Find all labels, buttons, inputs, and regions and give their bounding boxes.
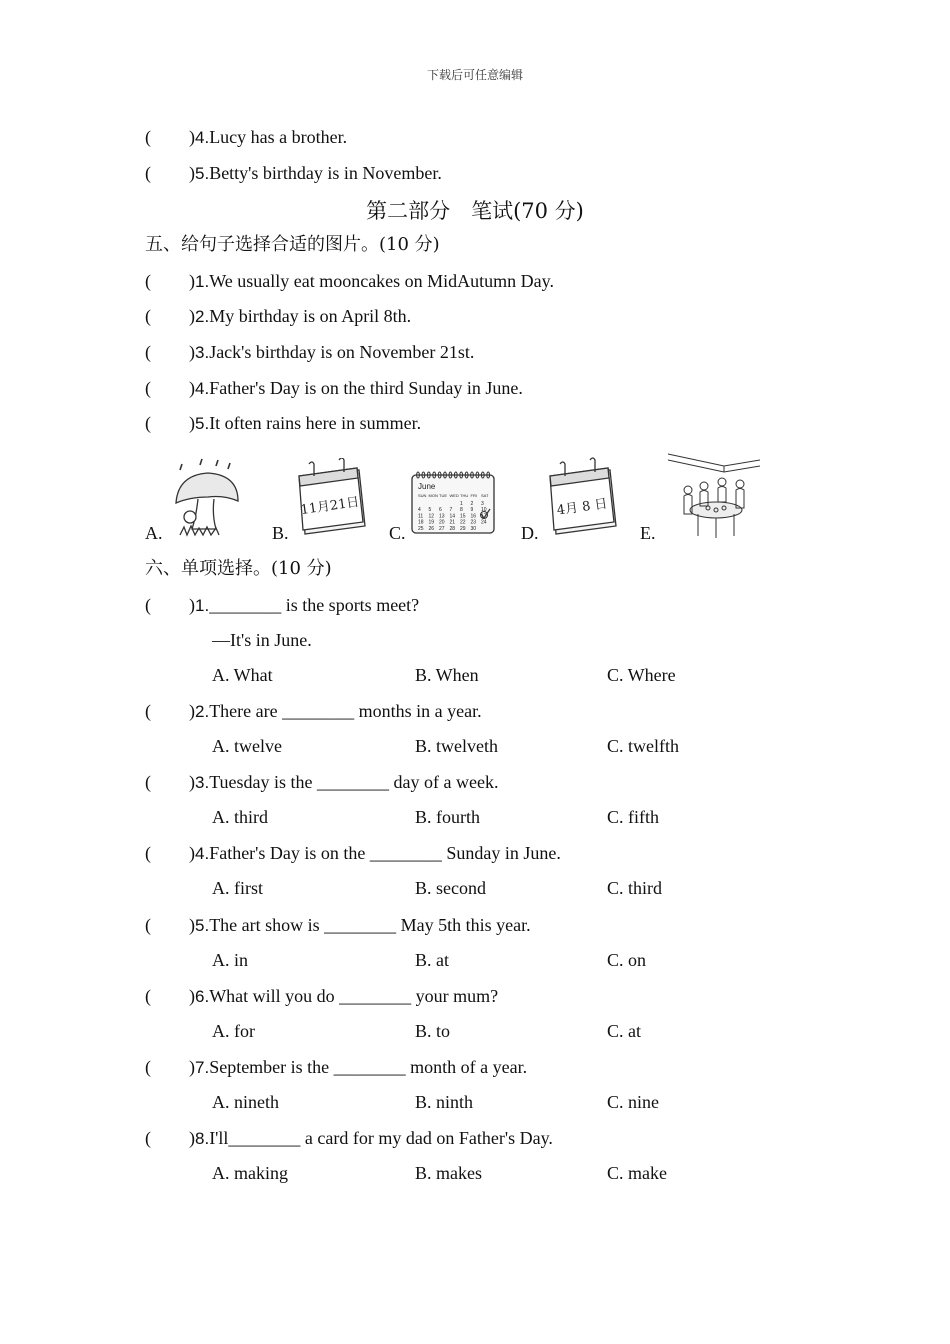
- calendar-weekday: THU: [460, 493, 469, 498]
- calendar-date: 9: [470, 507, 474, 514]
- section-5-heading: 五、给句子选择合适的图片。(10 分): [145, 234, 440, 255]
- calendar-date: 5: [428, 507, 432, 514]
- calendar-date: 17: [481, 513, 487, 520]
- calendar-date: 27: [439, 525, 445, 532]
- question-text: ________ is the sports meet?: [209, 595, 420, 615]
- calendar-date: 3: [481, 501, 484, 507]
- s5-item-3: ( )3.Jack's birthday is on November 21st.: [145, 342, 475, 362]
- s6-q2-option-c[interactable]: C. twelfth: [607, 736, 679, 756]
- calendar-weekday: SUN: [418, 493, 427, 498]
- s6-q8-option-c[interactable]: C. make: [607, 1163, 667, 1183]
- s6-q5-option-a[interactable]: A. in: [212, 950, 248, 970]
- calendar-date: 28: [449, 525, 456, 532]
- question-text: Tuesday is the ________ day of a week.: [209, 772, 499, 792]
- s6-q7-option-c[interactable]: C. nine: [607, 1092, 659, 1112]
- calendar-date: 23: [470, 519, 477, 526]
- picture-label-b: B.: [272, 523, 289, 543]
- s6-q6-option-b[interactable]: B. to: [415, 1021, 451, 1041]
- calendar-apr8-icon: [544, 456, 619, 538]
- s6-q5-option-c[interactable]: C. on: [607, 950, 647, 970]
- calendar-date: 6: [439, 507, 442, 514]
- calendar-weekday: TUE: [439, 493, 447, 498]
- s6-q4-option-b[interactable]: B. second: [415, 878, 486, 898]
- s6-q3-option-a[interactable]: A. third: [212, 807, 268, 827]
- s5-item-2: ( )2.My birthday is on April 8th.: [145, 306, 412, 326]
- calendar-weekday: WED: [449, 493, 459, 498]
- family-dinner-icon: [664, 450, 760, 540]
- item-text: Betty's birthday is in November.: [209, 163, 442, 183]
- section-6-heading: 六、单项选择。(10 分): [145, 558, 332, 579]
- calendar-date: 11: [418, 513, 424, 520]
- s6-question-3: ( )3.Tuesday is the ________ day of a week.: [145, 772, 499, 792]
- s6-q1-option-b[interactable]: B. When: [415, 665, 479, 685]
- calendar-date: 18: [418, 519, 424, 526]
- s6-q7-option-b[interactable]: B. ninth: [415, 1092, 474, 1112]
- picture-label-d: D.: [521, 523, 539, 543]
- calendar-date: 26: [428, 525, 435, 532]
- question-text: Father's Day is on the ________ Sunday in June.: [209, 843, 561, 863]
- calendar-date: 16: [470, 513, 477, 520]
- calendar-date: 30: [470, 525, 477, 532]
- s6-q6-option-a[interactable]: A. for: [212, 1021, 255, 1041]
- question-text: The art show is ________ May 5th this year.: [209, 915, 531, 935]
- calendar-date: 14: [449, 513, 456, 520]
- question-text: I'll________ a card for my dad on Father's Day.: [209, 1128, 553, 1148]
- calendar-june-icon: [410, 470, 496, 536]
- s6-q1-option-a[interactable]: A. What: [212, 665, 273, 685]
- s6-question-7: ( )7.September is the ________ month of a year.: [145, 1057, 528, 1077]
- calendar-weekday: FRI: [470, 493, 477, 498]
- calendar-date: 21: [449, 519, 456, 526]
- question-text: September is the ________ month of a year.: [209, 1057, 528, 1077]
- picture-label-a: A.: [145, 523, 163, 543]
- s6-q8-option-a[interactable]: A. making: [212, 1163, 288, 1183]
- calendar-date: 29: [460, 525, 466, 532]
- calendar-date: 4: [418, 507, 421, 514]
- s6-question-2: ( )2.There are ________ months in a year.: [145, 701, 482, 721]
- mushroom-rain-icon: [168, 455, 243, 540]
- s6-answer-line-1: —It's in June.: [212, 630, 312, 650]
- s5-item-5: ( )5.It often rains here in summer.: [145, 413, 422, 433]
- s6-question-1: ( )1.________ is the sports meet?: [145, 595, 420, 615]
- calendar-b-text: 11月21日: [299, 494, 361, 519]
- calendar-date: 19: [428, 519, 435, 526]
- s6-q7-option-a[interactable]: A. nineth: [212, 1092, 279, 1112]
- question-text: What will you do ________ your mum?: [209, 986, 499, 1006]
- calendar-date: 1: [460, 501, 463, 507]
- calendar-date: 12: [428, 513, 435, 520]
- calendar-weekday: SAT: [481, 493, 489, 498]
- s5-item-1: ( )1.We usually eat mooncakes on MidAutumn Day.: [145, 271, 554, 291]
- picture-label-e: E.: [640, 523, 656, 543]
- s6-q8-option-b[interactable]: B. makes: [415, 1163, 482, 1183]
- calendar-nov21-icon: [293, 458, 368, 538]
- picture-label-c: C.: [389, 523, 406, 543]
- calendar-date: 22: [460, 519, 466, 526]
- question-text: There are ________ months in a year.: [209, 701, 482, 721]
- s6-q6-option-c[interactable]: C. at: [607, 1021, 641, 1041]
- calendar-date: 20: [439, 519, 445, 526]
- calendar-date: 8: [460, 507, 463, 514]
- s6-question-4: ( )4.Father's Day is on the ________ Sunday in June.: [145, 843, 561, 863]
- calendar-date: 15: [460, 513, 466, 520]
- calendar-date: 13: [439, 513, 445, 520]
- s6-q4-option-a[interactable]: A. first: [212, 878, 263, 898]
- calendar-date: 2: [470, 501, 474, 507]
- calendar-d-text: 4月 8 日: [556, 496, 609, 519]
- calendar-date: 7: [449, 507, 453, 514]
- calendar-month: June: [418, 482, 436, 491]
- page-header: 下载后可任意编辑: [426, 68, 523, 82]
- s6-question-8: ( )8.I'll________ a card for my dad on Father's Day.: [145, 1128, 553, 1148]
- part-title: 第二部分 笔试(70 分): [366, 199, 584, 223]
- item-text: Lucy has a brother.: [209, 127, 348, 147]
- s6-q4-option-c[interactable]: C. third: [607, 878, 663, 898]
- calendar-date: 24: [481, 519, 487, 526]
- s6-q1-option-c[interactable]: C. Where: [607, 665, 676, 685]
- s6-q2-option-b[interactable]: B. twelveth: [415, 736, 498, 756]
- s6-q3-option-c[interactable]: C. fifth: [607, 807, 659, 827]
- s6-q3-option-b[interactable]: B. fourth: [415, 807, 480, 827]
- s6-q5-option-b[interactable]: B. at: [415, 950, 449, 970]
- listening-item-5: ( )5.Betty's birthday is in November.: [145, 163, 442, 183]
- s5-item-4: ( )4.Father's Day is on the third Sunday in June.: [145, 378, 523, 398]
- s6-q2-option-a[interactable]: A. twelve: [212, 736, 282, 756]
- calendar-date: 25: [418, 525, 424, 532]
- s6-question-6: ( )6.What will you do ________ your mum?: [145, 986, 499, 1006]
- calendar-weekday: MON: [428, 493, 438, 498]
- listening-item-4: ( )4.Lucy has a brother.: [145, 127, 348, 147]
- s6-question-5: ( )5.The art show is ________ May 5th this year.: [145, 915, 531, 935]
- calendar-date: 10: [481, 507, 487, 514]
